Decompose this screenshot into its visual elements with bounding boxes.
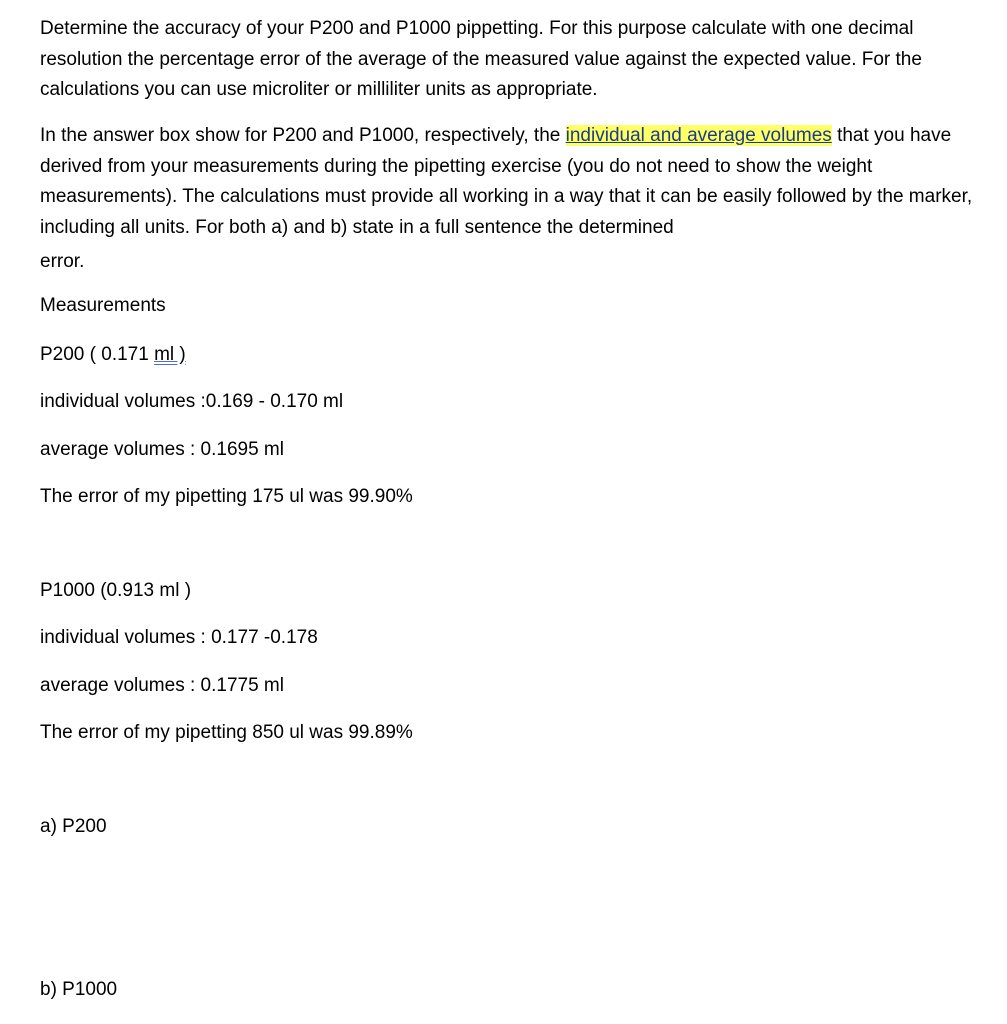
p200-title-text: P200 ( 0.171 <box>40 344 155 365</box>
p200-individual-volumes: individual volumes :0.169 - 0.170 ml <box>40 391 344 412</box>
instructions-text-last: error. <box>40 251 85 272</box>
highlighted-phrase: individual and average volumes <box>565 125 832 146</box>
p1000-error-statement: The error of my pipetting 850 ul was 99.89% <box>40 722 413 743</box>
instructions-text-before: In the answer box show for P200 and P1000, respectively, the <box>40 125 566 146</box>
instructions-text-after: that you have derived from your measurements during the pipetting exercise (you do not need to show the weight measurements). The calculations must provide all working in a way that it can be easily followed by the marker, including all units. For both a) and b) state in a full sentence the determined <box>40 125 973 238</box>
p200-title-unit: ml ) <box>154 344 186 365</box>
p1000-title: P1000 (0.913 ml ) <box>40 580 192 601</box>
measurements-heading: Measurements <box>40 295 166 316</box>
answer-a-label: a) P200 <box>40 816 107 837</box>
p1000-individual-volumes: individual volumes : 0.177 -0.178 <box>40 627 318 648</box>
instructions-paragraph-1: Determine the accuracy of your P200 and P1000 pippetting. For this purpose calculate with one decimal resolution the percentage error of the average of the measured value against the expected value. For the calculations you can use microliter or milliliter units as appropriate. <box>40 18 922 100</box>
p1000-average-volume: average volumes : 0.1775 ml <box>40 675 284 696</box>
p200-average-volume: average volumes : 0.1695 ml <box>40 439 284 460</box>
p200-title <box>40 343 186 367</box>
instructions-paragraph-2 <box>40 121 990 278</box>
answer-b-label: b) P1000 <box>40 979 118 1000</box>
p200-error-statement: The error of my pipetting 175 ul was 99.90% <box>40 486 413 507</box>
